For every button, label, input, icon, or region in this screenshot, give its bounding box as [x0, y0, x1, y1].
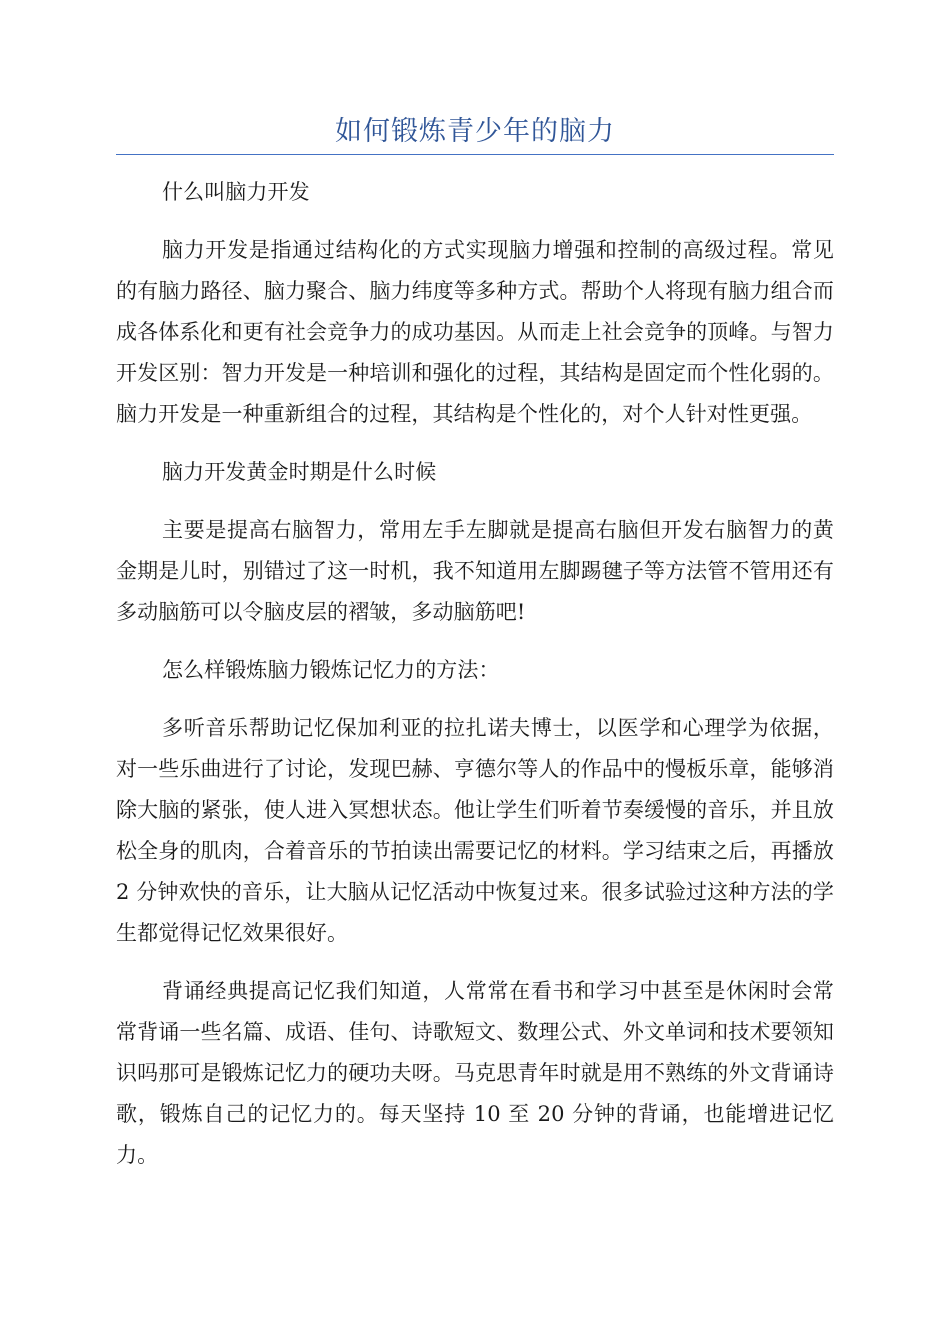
- paragraph-music-memory: 多听音乐帮助记忆保加利亚的拉扎诺夫博士，以医学和心理学为依据，对一些乐曲进行了讨论，发现巴赫、亨德尔等人的作品中的慢板乐章，能够消除大脑的紧张，使人进入冥想状态。他让学生们听着节奏缓慢的音乐，并且放松全身的肌肉，合着音乐的节拍读出需要记忆的材料。学习结束之后，再播放 2 分钟欢快的音乐，让大脑从记忆活动中恢复过来。很多试验过这种方法的学生都觉得记忆效果很好。: [116, 716, 834, 945]
- paragraph-brain-development-definition: 脑力开发是指通过结构化的方式实现脑力增强和控制的高级过程。常见的有脑力路径、脑力聚合、脑力纬度等多种方式。帮助个人将现有脑力组合而成各体系化和更有社会竞争力的成功基因。从而走上社会竞争的顶峰。与智力开发区别：智力开发是一种培训和强化的过程，其结构是固定而个性化弱的。脑力开发是一种重新组合的过程，其结构是个性化的，对个人针对性更强。: [116, 238, 834, 426]
- paragraph-golden-period: 主要是提高右脑智力，常用左手左脚就是提高右脑但开发右脑智力的黄金期是儿时，别错过了这一时机，我不知道用左脚踢毽子等方法管不管用还有多动脑筋可以令脑皮层的褶皱，多动脑筋吧!: [116, 518, 834, 624]
- page-title: 如何锻炼青少年的脑力: [335, 116, 615, 147]
- document-body: [116, 172, 834, 1193]
- section-heading-golden-period: 脑力开发黄金时期是什么时候: [162, 460, 437, 484]
- title-underline: [116, 154, 834, 155]
- paragraph-recitation-memory: 背诵经典提高记忆我们知道，人常常在看书和学习中甚至是休闲时会常常背诵一些名篇、成语、佳句、诗歌短文、数理公式、外文单词和技术要领知识吗那可是锻炼记忆力的硬功夫呀。马克思青年时就是用不熟练的外文背诵诗歌，锻炼自己的记忆力的。每天坚持 10 至 20 分钟的背诵，也能增进记忆力。: [116, 979, 834, 1167]
- section-heading-memory-methods: 怎么样锻炼脑力锻炼记忆力的方法：: [162, 658, 500, 682]
- section-heading-brain-development: 什么叫脑力开发: [162, 180, 310, 204]
